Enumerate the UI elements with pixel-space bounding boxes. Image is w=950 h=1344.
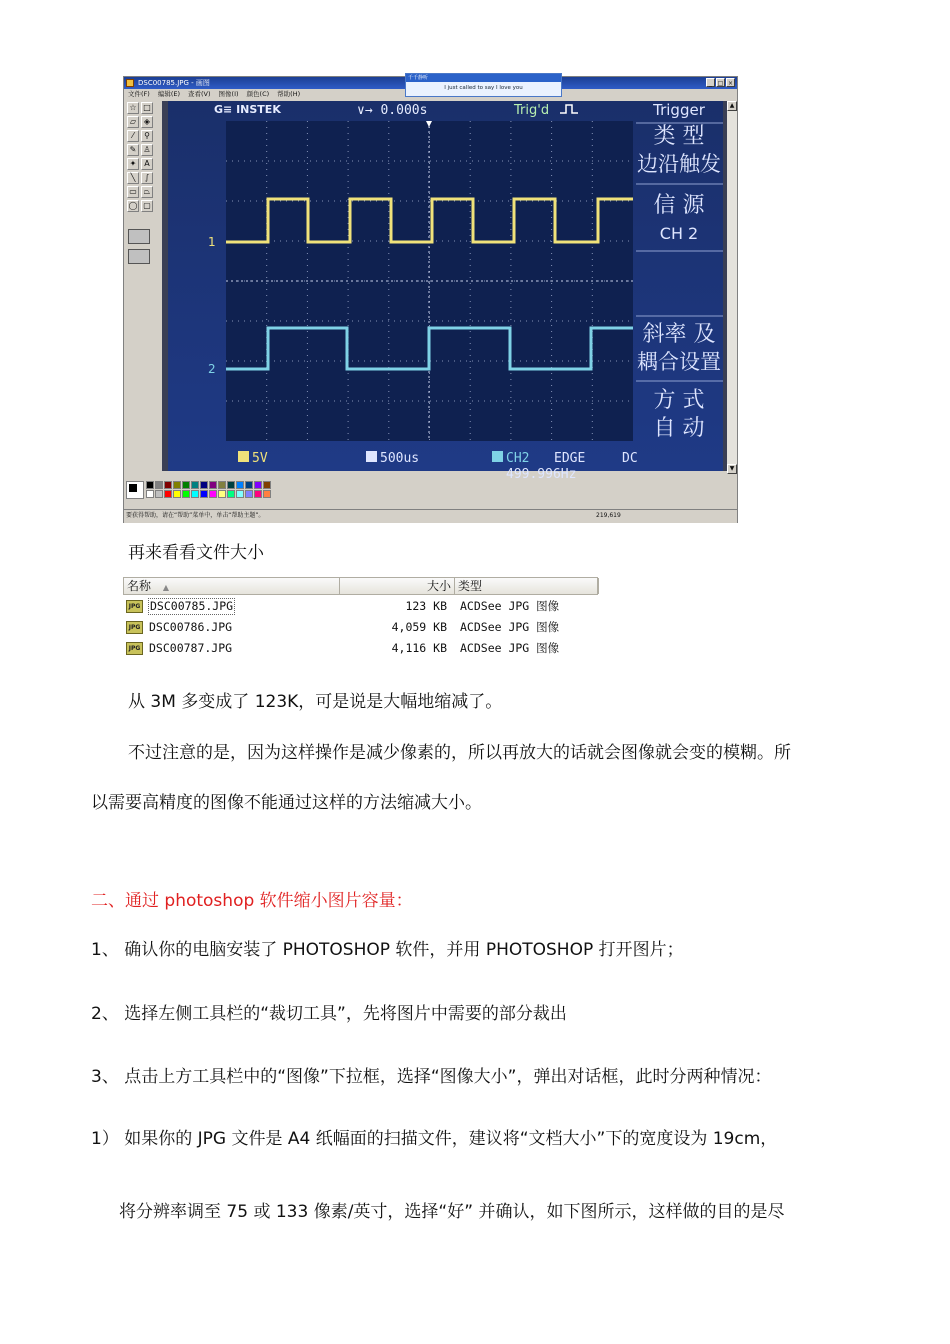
magnifier-icon[interactable]: ⚲ bbox=[141, 130, 153, 142]
palette-swatch[interactable] bbox=[245, 490, 253, 498]
color-palette bbox=[126, 481, 326, 503]
sort-ascending-icon: ▲ bbox=[162, 583, 169, 592]
palette-swatch[interactable] bbox=[263, 481, 271, 489]
rectangle-tool-icon[interactable]: ▭ bbox=[127, 186, 139, 198]
file-row[interactable] bbox=[123, 617, 598, 637]
palette-swatch[interactable] bbox=[191, 481, 199, 489]
close-button[interactable]: × bbox=[727, 80, 734, 87]
window-controls bbox=[706, 78, 735, 87]
fill-bucket-icon[interactable]: ◈ bbox=[141, 116, 153, 128]
maximize-button[interactable]: □ bbox=[717, 80, 724, 87]
col-size-label: 大小 bbox=[426, 579, 451, 593]
palette-swatch[interactable] bbox=[164, 490, 172, 498]
popup-title: 千千静听 bbox=[406, 74, 561, 82]
airbrush-icon[interactable]: ✦ bbox=[127, 158, 139, 170]
file-type: ACDSee JPG 图像 bbox=[460, 641, 560, 655]
paint-canvas[interactable] bbox=[162, 101, 729, 482]
palette-swatch[interactable] bbox=[209, 481, 217, 489]
palette-swatch[interactable] bbox=[227, 481, 235, 489]
paragraph-note-line-2: 以需要高精度的图像不能通过这样的方法缩减大小。 bbox=[91, 793, 482, 813]
palette-swatch[interactable] bbox=[182, 481, 190, 489]
eraser-icon[interactable]: ▱ bbox=[127, 116, 139, 128]
scope-brand: G≡ INSTEK bbox=[214, 103, 281, 116]
rounded-rect-tool-icon[interactable]: ▢ bbox=[141, 200, 153, 212]
paint-app-icon bbox=[126, 79, 134, 87]
pencil-icon[interactable]: ✎ bbox=[127, 144, 139, 156]
palette-swatch[interactable] bbox=[182, 490, 190, 498]
palette-swatch[interactable] bbox=[191, 490, 199, 498]
palette-swatch[interactable] bbox=[236, 481, 244, 489]
menu-colors[interactable]: 颜色(C) bbox=[246, 90, 270, 98]
col-type-label: 类型 bbox=[458, 579, 483, 593]
coupling: DC bbox=[622, 451, 638, 466]
palette-swatch[interactable] bbox=[254, 481, 262, 489]
palette-swatch[interactable] bbox=[155, 481, 163, 489]
step-3-case-1-continued: 将分辨率调至 75 或 133 像素/英寸，选择“好” 并确认，如下图所示，这样做的目的是尽 bbox=[119, 1202, 785, 1222]
source-label: 信 源 bbox=[653, 193, 705, 218]
mode-label-2: 自 动 bbox=[653, 416, 705, 441]
transparency-option-icon[interactable] bbox=[128, 229, 150, 244]
menu-view[interactable]: 查看(V) bbox=[188, 90, 211, 98]
minimize-button[interactable]: _ bbox=[706, 78, 715, 87]
palette-swatch[interactable] bbox=[245, 481, 253, 489]
vertical-scrollbar[interactable] bbox=[727, 101, 737, 474]
file-row[interactable] bbox=[123, 596, 598, 616]
palette-swatch[interactable] bbox=[173, 481, 181, 489]
step-3: 3、 点击上方工具栏中的“图像”下拉框，选择“图像大小”，弹出对话框，此时分两种情况： bbox=[91, 1067, 772, 1087]
palette-swatch[interactable] bbox=[218, 490, 226, 498]
palette-swatch[interactable] bbox=[146, 481, 154, 489]
col-name-label: 名称 bbox=[127, 579, 152, 593]
music-popup bbox=[405, 73, 562, 97]
oscilloscope-photo bbox=[162, 101, 729, 482]
paragraph-note-line-1: 不过注意的是，因为这样操作是减少像素的，所以再放大的话就会图像就会变的模糊。所 bbox=[128, 743, 791, 763]
ch2-marker: 2 bbox=[208, 362, 216, 376]
status-coords: 219,619 bbox=[596, 512, 621, 519]
palette-swatch[interactable] bbox=[146, 490, 154, 498]
file-row[interactable] bbox=[123, 638, 598, 658]
brush-icon[interactable]: ♙ bbox=[141, 144, 153, 156]
file-type: ACDSee JPG 图像 bbox=[460, 620, 560, 634]
col-name-header[interactable] bbox=[124, 578, 340, 594]
jpg-file-icon: JPG bbox=[126, 621, 143, 634]
source-value: CH 2 bbox=[659, 224, 699, 243]
menu-image[interactable]: 图像(I) bbox=[218, 90, 239, 98]
trigger-type: EDGE bbox=[554, 451, 586, 466]
palette-swatch[interactable] bbox=[227, 490, 235, 498]
step-2: 2、 选择左侧工具栏的“裁切工具”，先将图片中需要的部分裁出 bbox=[91, 1004, 567, 1024]
scroll-down-icon[interactable]: ▼ bbox=[727, 464, 737, 474]
ch1-marker: 1 bbox=[208, 235, 216, 249]
curve-tool-icon[interactable]: ∫ bbox=[141, 172, 153, 184]
time-offset: ∨→ 0.000s bbox=[357, 103, 428, 118]
file-list-header bbox=[123, 577, 598, 595]
menu-help[interactable]: 帮助(H) bbox=[277, 90, 301, 98]
palette-swatch[interactable] bbox=[155, 490, 163, 498]
paint-toolbox bbox=[126, 101, 156, 271]
step-3-case-1: 1） 如果你的 JPG 文件是 A4 纸幅面的扫描文件，建议将“文档大小”下的宽度设为 19cm， bbox=[91, 1129, 778, 1149]
type-value: 边沿触发 bbox=[637, 152, 721, 176]
file-name: DSC00787.JPG bbox=[149, 641, 233, 655]
menu-file[interactable]: 文件(F) bbox=[128, 90, 150, 98]
slope-label-2: 耦合设置 bbox=[637, 350, 721, 374]
paint-status-bar bbox=[124, 509, 737, 523]
palette-swatch[interactable] bbox=[173, 490, 181, 498]
paint-title: DSC00785.JPG - 画图 bbox=[138, 79, 210, 87]
status-help-text: 要获得帮助，请在“帮助”菜单中，单击“帮助主题”。 bbox=[126, 512, 265, 519]
paragraph-size-reduction: 从 3M 多变成了 123K，可是说是大幅地缩减了。 bbox=[128, 692, 503, 712]
polygon-tool-icon[interactable]: ⏢ bbox=[141, 186, 153, 198]
jpg-file-icon: JPG bbox=[126, 642, 143, 655]
caption-file-size: 再来看看文件大小 bbox=[128, 543, 264, 563]
text-tool-icon[interactable]: A bbox=[141, 158, 153, 170]
menu-edit[interactable]: 编辑(E) bbox=[157, 90, 180, 98]
file-size: 123 KB bbox=[405, 599, 447, 613]
type-label: 类 型 bbox=[653, 124, 705, 149]
eyedropper-icon[interactable]: ⁄ bbox=[127, 130, 139, 142]
col-type-header[interactable] bbox=[455, 578, 599, 594]
palette-swatch[interactable] bbox=[254, 490, 262, 498]
file-size: 4,059 KB bbox=[391, 620, 447, 634]
scroll-up-icon[interactable]: ▲ bbox=[727, 101, 737, 111]
opaque-option-icon[interactable] bbox=[128, 249, 150, 264]
palette-swatch[interactable] bbox=[236, 490, 244, 498]
file-list bbox=[123, 577, 598, 660]
file-name: DSC00785.JPG bbox=[150, 599, 234, 613]
trigger-channel: CH2 bbox=[506, 451, 530, 466]
ellipse-tool-icon[interactable]: ◯ bbox=[128, 201, 138, 210]
section-heading: 二、通过 photoshop 软件缩小图片容量： bbox=[91, 891, 413, 911]
file-size: 4,116 KB bbox=[391, 641, 447, 655]
paint-window-screenshot bbox=[123, 76, 738, 523]
slope-label-1: 斜率 及 bbox=[642, 322, 716, 347]
palette-swatch[interactable] bbox=[200, 490, 208, 498]
frequency: 499.996Hz bbox=[506, 467, 577, 482]
col-size-header[interactable] bbox=[340, 578, 455, 594]
step-1: 1、 确认你的电脑安装了 PHOTOSHOP 软件，并用 PHOTOSHOP 打开图片； bbox=[91, 940, 684, 960]
jpg-file-icon: JPG bbox=[126, 600, 143, 613]
ch1-scale: 5V bbox=[252, 451, 268, 466]
palette-swatch[interactable] bbox=[209, 490, 217, 498]
mode-label-1: 方 式 bbox=[653, 388, 705, 413]
file-name: DSC00786.JPG bbox=[149, 620, 233, 634]
palette-swatch[interactable] bbox=[200, 481, 208, 489]
trigger-status: Trig'd bbox=[514, 103, 550, 118]
current-colors-icon[interactable] bbox=[126, 481, 144, 499]
palette-swatch[interactable] bbox=[263, 490, 271, 498]
file-type: ACDSee JPG 图像 bbox=[460, 599, 560, 613]
menu-trigger-title: Trigger bbox=[653, 101, 705, 119]
timebase: 500us bbox=[380, 451, 420, 466]
palette-swatch[interactable] bbox=[164, 481, 172, 489]
palette-swatch[interactable] bbox=[218, 481, 226, 489]
popup-song-text: I just called to say I love you bbox=[444, 85, 523, 91]
line-tool-icon[interactable]: ╲ bbox=[127, 172, 139, 184]
rect-select-icon[interactable]: □ bbox=[141, 102, 153, 114]
free-select-icon[interactable]: ☆ bbox=[127, 102, 139, 114]
